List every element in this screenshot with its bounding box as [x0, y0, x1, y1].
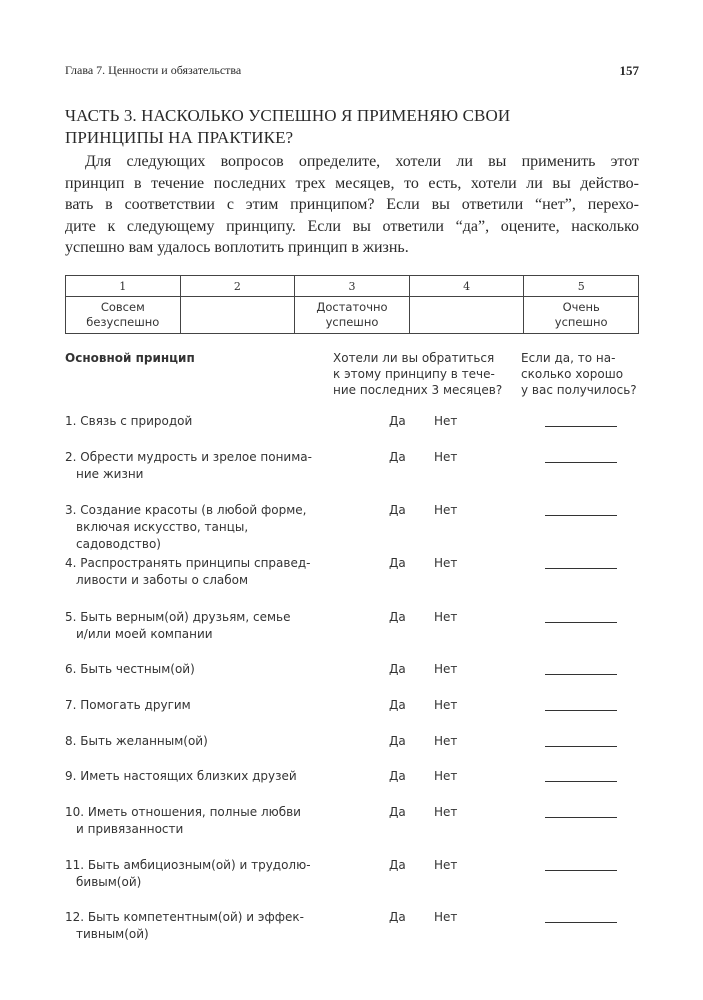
no-option[interactable]: Нет	[434, 910, 458, 924]
principle-label-line: и/или моей компании	[76, 627, 213, 641]
principle-label-line: 8. Быть желанным(ой)	[65, 734, 208, 748]
scale-number-row	[66, 276, 639, 297]
yes-option[interactable]: Да	[389, 698, 406, 712]
intro-line: дите к следующему принципу. Если вы ответили “да”, оцените, насколько	[65, 217, 639, 235]
intro-line: вать в соответствии с этим принципом? Если вы ответили “нет”, перехо-	[65, 196, 639, 214]
header-line: сколько хорошо	[521, 367, 624, 381]
principle-label-line: 5. Быть верным(ой) друзьям, семье	[65, 610, 291, 624]
scale-desc-line: Совсем	[100, 300, 145, 314]
part-title	[65, 105, 639, 149]
yes-option[interactable]: Да	[389, 414, 406, 428]
rating-blank-line[interactable]	[545, 568, 617, 569]
part-title-line: ЧАСТЬ 3. НАСКОЛЬКО УСПЕШНО Я ПРИМЕНЯЮ СВОИ	[65, 106, 511, 125]
principle-label-line: 10. Иметь отношения, полные любви	[65, 805, 301, 819]
rating-blank-line[interactable]	[545, 710, 617, 711]
page-number: 157	[619, 63, 639, 78]
principle-label	[65, 413, 330, 430]
scale-number: 5	[524, 276, 639, 297]
scale-desc-line: безуспешно	[86, 315, 160, 329]
rating-blank-line[interactable]	[545, 746, 617, 747]
scale-description	[180, 297, 295, 334]
principle-label-line: 9. Иметь настоящих близких друзей	[65, 769, 297, 783]
rating-blank-line[interactable]	[545, 817, 617, 818]
no-option[interactable]: Нет	[434, 450, 458, 464]
no-option[interactable]: Нет	[434, 414, 458, 428]
principle-label	[65, 449, 330, 483]
yes-option[interactable]: Да	[389, 610, 406, 624]
principle-label	[65, 909, 330, 943]
scale-desc-line: успешно	[325, 315, 379, 329]
running-header	[65, 63, 639, 81]
principle-label	[65, 555, 330, 589]
scale-description-row	[66, 297, 639, 334]
scale-desc-line: Очень	[562, 300, 600, 314]
intro-line: успешно вам удалось воплотить принцип в жизнь.	[65, 239, 409, 257]
principle-label	[65, 609, 330, 643]
header-line: Хотели ли вы обратиться	[333, 351, 495, 365]
scale-desc-line: успешно	[554, 315, 608, 329]
principle-column-header: Основной принцип	[65, 351, 195, 365]
principle-label-line: 6. Быть честным(ой)	[65, 662, 195, 676]
rating-blank-line[interactable]	[545, 870, 617, 871]
principle-label	[65, 502, 330, 553]
no-option[interactable]: Нет	[434, 805, 458, 819]
no-option[interactable]: Нет	[434, 556, 458, 570]
rating-blank-line[interactable]	[545, 515, 617, 516]
no-option[interactable]: Нет	[434, 698, 458, 712]
principle-label-line: 11. Быть амбициозным(ой) и трудолю-	[65, 858, 311, 872]
scale-desc-line: Достаточно	[316, 300, 388, 314]
intro-line: принцип в течение последних трех месяцев, то есть, хотели ли вы действо-	[65, 174, 639, 192]
principle-label	[65, 661, 330, 678]
principle-label-line: 4. Распространять принципы справед-	[65, 556, 311, 570]
scale-number: 3	[295, 276, 410, 297]
yes-option[interactable]: Да	[389, 662, 406, 676]
book-page	[65, 0, 639, 1000]
principle-label-line: бивым(ой)	[76, 875, 142, 889]
principle-label-line: 1. Связь с природой	[65, 414, 193, 428]
scale-description	[524, 297, 639, 334]
scale-description	[409, 297, 524, 334]
yes-option[interactable]: Да	[389, 450, 406, 464]
rating-blank-line[interactable]	[545, 674, 617, 675]
yes-option[interactable]: Да	[389, 805, 406, 819]
scale-number: 1	[66, 276, 181, 297]
principle-label	[65, 697, 330, 714]
principle-label	[65, 804, 330, 838]
principle-label	[65, 857, 330, 891]
scale-number: 4	[409, 276, 524, 297]
principle-label-line: и привязанности	[76, 822, 184, 836]
part-title-line: ПРИНЦИПЫ НА ПРАКТИКЕ?	[65, 128, 294, 147]
principle-label-line: включая искусство, танцы, садоводство)	[76, 520, 249, 551]
no-option[interactable]: Нет	[434, 734, 458, 748]
principle-label-line: ние жизни	[76, 467, 144, 481]
rating-blank-line[interactable]	[545, 622, 617, 623]
rating-blank-line[interactable]	[545, 922, 617, 923]
scale-number: 2	[180, 276, 295, 297]
intro-paragraph	[65, 151, 639, 259]
header-line: к этому принципу в тече-	[333, 367, 495, 381]
rating-blank-line[interactable]	[545, 426, 617, 427]
principle-label-line: 12. Быть компетентным(ой) и эффек-	[65, 910, 304, 924]
how-well-column-header	[521, 350, 651, 398]
rating-scale-table	[65, 275, 639, 334]
header-line: у вас получилось?	[521, 383, 637, 397]
header-line: Если да, то на-	[521, 351, 616, 365]
principle-label-line: 2. Обрести мудрость и зрелое понима-	[65, 450, 312, 464]
rating-blank-line[interactable]	[545, 462, 617, 463]
no-option[interactable]: Нет	[434, 610, 458, 624]
scale-description	[66, 297, 181, 334]
header-line: ние последних 3 месяцев?	[333, 383, 503, 397]
intro-line: Для следующих вопросов определите, хотели ли вы применить этот	[85, 153, 639, 170]
principle-label	[65, 733, 330, 750]
yes-option[interactable]: Да	[389, 769, 406, 783]
principle-label-line: 7. Помогать другим	[65, 698, 191, 712]
scale-description	[295, 297, 410, 334]
yes-option[interactable]: Да	[389, 503, 406, 517]
yes-option[interactable]: Да	[389, 556, 406, 570]
chapter-title: Глава 7. Ценности и обязательства	[65, 63, 242, 77]
principle-label	[65, 768, 330, 785]
yes-option[interactable]: Да	[389, 858, 406, 872]
yes-option[interactable]: Да	[389, 910, 406, 924]
principle-label-line: ливости и заботы о слабом	[76, 573, 249, 587]
rating-blank-line[interactable]	[545, 781, 617, 782]
principle-label-line: 3. Создание красоты (в любой форме,	[65, 503, 307, 517]
no-option[interactable]: Нет	[434, 769, 458, 783]
principle-label-line: тивным(ой)	[76, 927, 149, 941]
no-option[interactable]: Нет	[434, 662, 458, 676]
no-option[interactable]: Нет	[434, 503, 458, 517]
want-column-header	[333, 350, 513, 398]
no-option[interactable]: Нет	[434, 858, 458, 872]
yes-option[interactable]: Да	[389, 734, 406, 748]
